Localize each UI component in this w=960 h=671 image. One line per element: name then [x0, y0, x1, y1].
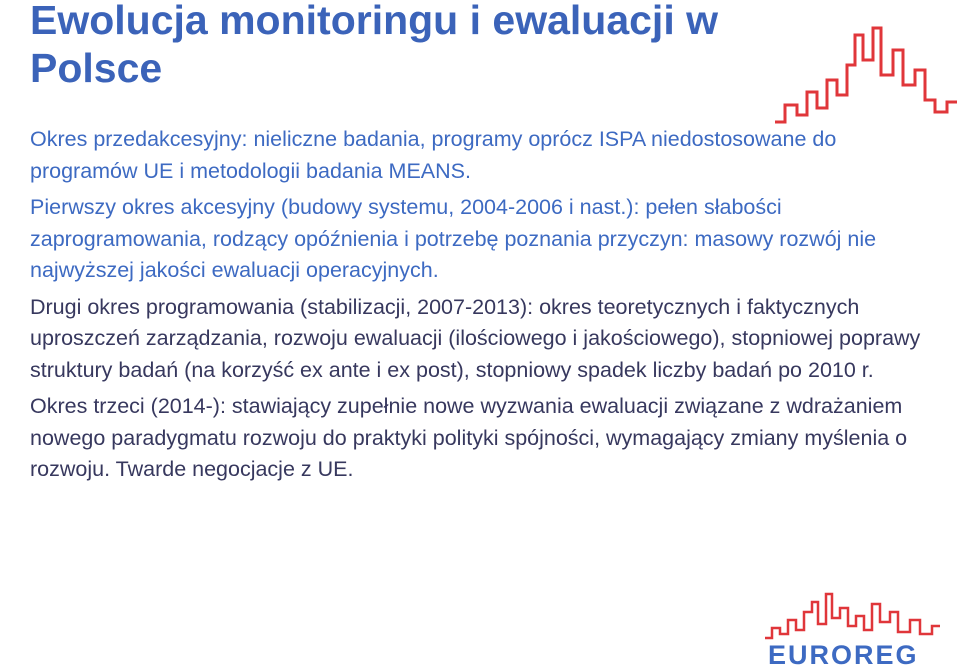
skyline-decoration	[775, 20, 960, 140]
page-title: Ewolucja monitoringu i ewaluacji w Polsce	[30, 0, 718, 91]
paragraph-second-period: Drugi okres programowania (stabilizacji, 2007-2013): okres teoretycznych i faktycznych uproszczeń zarządzania, rozwoju ewaluacji (ilościowego i jakościowego), stopniowej poprawy struktury badań (na korzyść ex ante i ex post), stopniowy spadek liczby badań po 2010 r.	[30, 294, 921, 382]
paragraph-third-period: Okres trzeci (2014-): stawiający zupełnie nowe wyzwania ewaluacji związane z wdrażaniem nowego paradygmatu rozwoju do praktyki polityki spójności, wymagający zmiany myślenia o rozwoju. Twarde negocjacje z UE.	[30, 394, 908, 481]
euroreg-logo-text: EUROREG	[768, 640, 919, 670]
bullet-list	[30, 124, 930, 491]
paragraph-pre-accession: Okres przedakcesyjny: nieliczne badania, programy oprócz ISPA niedostosowane do programów UE i metodologii badania MEANS.	[30, 127, 837, 183]
euroreg-logo-icon	[760, 590, 945, 640]
paragraph-first-period: Pierwszy okres akcesyjny (budowy systemu, 2004-2006 i nast.): pełen słabości zaprogramowania, rodzący opóźnienia i potrzebę poznania przyczyn: masowy rozwój nie najwyższej jakości ewaluacji operacyjnych.	[30, 195, 877, 282]
